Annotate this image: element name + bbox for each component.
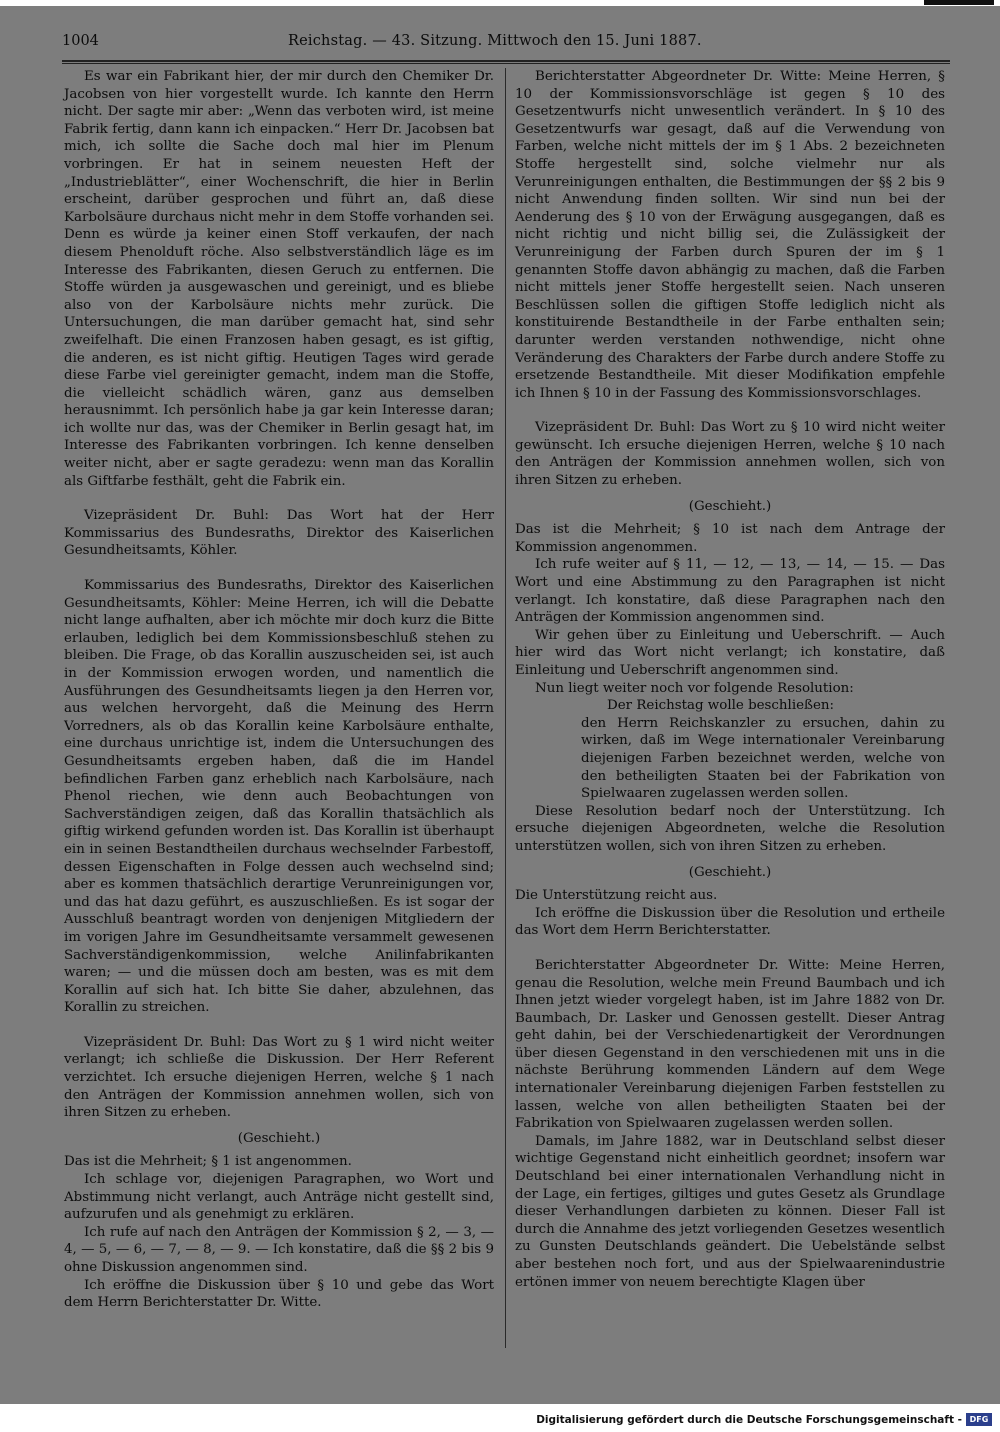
paragraph: Ich rufe weiter auf § 11, — 12, — 13, — 14, — 15. — Das Wort und eine Abstimmung zu den Paragraphen ist nicht verlangt. Ich konstatire, daß diese Paragraphen nach den Anträgen der Kommission angenommen sind. (515, 557, 945, 626)
page-number: 1004 (62, 33, 99, 49)
page-header (0, 33, 1000, 55)
dfg-logo: DFG (966, 1413, 992, 1426)
right-column (515, 68, 945, 1291)
stage-direction: (Geschieht.) (688, 864, 772, 880)
resolution-text: den Herrn Reichskanzler zu ersuchen, dahin zu wirken, daß im Wege internationaler Vereinbarung diejenigen Farben bezeichnet werden, welche von den betheiligten Staaten bei der Fabrikation von Spielwaaren zugelassen werden sollen. (581, 715, 945, 802)
resolution-heading: Der Reichstag wolle beschließen: (607, 698, 835, 714)
stage-direction: (Geschieht.) (688, 498, 772, 514)
paragraph: Ich eröffne die Diskussion über § 10 und gebe das Wort dem Herrn Berichterstatter Dr. Witte. (64, 1277, 494, 1311)
paragraph: Vizepräsident Dr. Buhl: Das Wort zu § 10 wird nicht weiter gewünscht. Ich ersuche diejenigen Herren, welche § 10 nach den Anträgen der Kommission annehmen wollen, sich von ihren Sitzen zu erheben. (515, 420, 945, 489)
paragraph: Berichterstatter Abgeordneter Dr. Witte: Meine Herren, genau die Resolution, welche mein Freund Baumbach und ich Ihnen jetzt wieder vorgelegt haben, ist im Jahre 1882 von Dr. Baumbach, Dr. Lasker und Genossen gestellt. Dieser Antrag geht dahin, bei der Verschiedenartigkeit der Verordnungen über diesen Gegenstand in den verschiedenen mit uns in die nächste Berührung kommenden Ländern auf dem Wege internationaler Vereinbarung diejenigen Farben feststellen zu lassen, welche von allen betheiligten Staaten bei der Fabrikation von Spielwaaren zugelassen werden sollen. (515, 957, 945, 1132)
paragraph: Ich rufe auf nach den Anträgen der Kommission § 2, — 3, — 4, — 5, — 6, — 7, — 8, — 9. — Ich konstatire, daß die §§ 2 bis 9 ohne Diskussion angenommen sind. (64, 1224, 494, 1275)
paragraph: Wir gehen über zu Einleitung und Ueberschrift. — Auch hier wird das Wort nicht verlangt; ich konstatire, daß Einleitung und Ueberschrift angenommen sind. (515, 627, 945, 678)
paragraph: Vizepräsident Dr. Buhl: Das Wort zu § 1 wird nicht weiter verlangt; ich schließe die Diskussion. Der Herr Referent verzichtet. Ich ersuche diejenigen Herren, welche § 1 nach den Anträgen der Kommission annehmen wollen, sich von ihren Sitzen zu erheben. (64, 1034, 494, 1121)
paragraph: Ich schlage vor, diejenigen Paragraphen, wo Wort und Abstimmung nicht verlangt, auch Anträge nicht gestellt sind, aufzurufen und als genehmigt zu erklären. (64, 1172, 494, 1223)
header-rule-thin (62, 63, 950, 64)
page-footer (0, 1404, 1000, 1432)
paragraph: Das ist die Mehrheit; § 10 ist nach dem Antrage der Kommission angenommen. (515, 522, 945, 555)
scan-edge-mark (924, 0, 994, 5)
paragraph: Ich eröffne die Diskussion über die Resolution und ertheile das Wort dem Herrn Berichterstatter. (515, 905, 945, 939)
paragraph: Kommissarius des Bundesraths, Direktor des Kaiserlichen Gesundheitsamts, Köhler: Meine Herren, ich will die Debatte nicht lange aufhalten, aber ich möchte mir doch kurz die Bitte erlauben, lediglich bei dem Kommissionsbeschluß stehen zu bleiben. Die Frage, ob das Korallin auszuscheiden sei, ist auch in der Kommission erwogen worden, und namentlich die Ausführungen des Gesundheitsamts liegen ja den Herren vor, aus welchen hervorgeht, daß die Meinung des Herrn Vorredners, als ob das Korallin keine Karbolsäure enthalte, eine durchaus unrichtige ist, indem die Untersuchungen des Gesundheitsamts ergeben haben, daß die im Handel befindlichen Farben ganz erheblich nach Karbolsäure, nach Phenol riechen, wie denn auch Beobachtungen von Sachverständigen zeigen, daß das Korallin thatsächlich als giftig wirkend gefunden worden ist. Das Korallin ist überhaupt ein in seinen Bestandtheilen durchaus wechselnder Farbestoff, dessen Eigenschaften in Folge dessen auch wechselnd sind; aber es kommen thatsächlich derartige Verunreinigungen vor, und das hat dazu geführt, es auszuschließen. Es ist sogar der Ausschluß beantragt worden von denjenigen Mitgliedern der im vorigen Jahre im Gesundheitsamte versammelt gewesenen Sachverständigenkommission, welche Anilinfabrikanten waren; — und die müssen doch am besten, was es mit dem Korallin auf sich hat. Ich bitte Sie daher, abzulehnen, das Korallin zu streichen. (64, 578, 494, 1016)
paragraph: Das ist die Mehrheit; § 1 ist angenommen. (64, 1154, 352, 1170)
digitization-credit: Digitalisierung gefördert durch die Deutsche Forschungsgemeinschaft - (536, 1414, 962, 1426)
document-page (0, 6, 1000, 1404)
paragraph: Die Unterstützung reicht aus. (515, 888, 718, 904)
column-divider (505, 68, 506, 1348)
paragraph: Diese Resolution bedarf noch der Unterstützung. Ich ersuche diejenigen Abgeordneten, welche die Resolution unterstützen wollen, sich von ihren Sitzen zu erheben. (515, 803, 945, 854)
stage-direction: (Geschieht.) (237, 1130, 321, 1146)
paragraph: Vizepräsident Dr. Buhl: Das Wort hat der Herr Kommissarius des Bundesraths, Direktor des Kaiserlichen Gesundheitsamts, Köhler. (64, 508, 494, 559)
paragraph: Berichterstatter Abgeordneter Dr. Witte: Meine Herren, § 10 der Kommissionsvorschläge ist gegen § 10 des Gesetzentwurfs nicht unwesentlich verändert. In § 10 des Gesetzentwurfs war gesagt, daß auf die Verwendung von Farben, welche nicht mittels der im § 1 Abs. 2 bezeichneten Stoffe hergestellt sind, solche vielmehr nur als Verunreinigungen enthalten, die Bestimmungen der §§ 2 bis 9 nicht Anwendung finden sollten. Wir sind nun bei der Aenderung des § 10 von der Erwägung ausgegangen, daß es nicht richtig und nicht billig sei, die Zulässigkeit der Verunreinigung der Farben durch Spuren der im § 1 genannten Stoffe davon abhängig zu machen, daß die Farben nicht mittels jener Stoffe hergestellt seien. Nach unseren Beschlüssen sollen die giftigen Stoffe lediglich nicht als konstituirende Bestandtheile in der Farbe enthalten sein; darunter werden verstanden nothwendige, nicht ohne Veränderung des Charakters der Farbe durch andere Stoffe zu ersetzende Bestandtheile. Mit dieser Modifikation empfehle ich Ihnen § 10 in der Fassung des Kommissionsvorschlages. (515, 69, 945, 401)
paragraph: Damals, im Jahre 1882, war in Deutschland selbst dieser wichtige Gegenstand nicht einheitlich geordnet; insofern war Deutschland bei einer internationalen Verhandlung nicht in der Lage, ein fertiges, giltiges und gutes Gesetz als Grundlage dieser Verhandlungen darbieten zu können. Dieser Fall ist durch die Annahme des jetzt vorliegenden Gesetzes wesentlich zu Gunsten Deutschlands geändert. Die Uebelstände selbst aber bestehen noch fort, und aus der Spielwaarenindustrie ertönen immer von neuem berechtigte Klagen über (515, 1133, 945, 1290)
running-head: Reichstag. — 43. Sitzung. Mittwoch den 15. Juni 1887. (288, 33, 702, 49)
paragraph: Es war ein Fabrikant hier, der mir durch den Chemiker Dr. Jacobsen von hier vorgestellt wurde. Ich kannte den Herrn nicht. Der sagte mir aber: „Wenn das verboten wird, ist meine Fabrik fertig, dann kann ich einpacken.“ Herr Dr. Jacobsen bat mich, ich sollte die Sache doch mal hier im Plenum vorbringen. Er hat in seinem neuesten Heft der „Industrieblätter“, einer Wochenschrift, die hier in Berlin erscheint, darüber gesprochen und führt an, daß diese Karbolsäure durchaus nicht mehr in dem Stoffe vorhanden sei. Denn es würde ja keiner einen Stoff verkaufen, der nach diesem Phenolduft röche. Also selbstverständlich läge es im Interesse des Fabrikanten, diesen Geruch zu entfernen. Die Stoffe würden ja ausgewaschen und gereinigt, und es bliebe also von der Karbolsäure nichts mehr zurück. Die Untersuchungen, die man darüber gemacht hat, sind sehr zweifelhaft. Die einen Franzosen haben gesagt, es ist giftig, die anderen, es ist nicht giftig. Heutigen Tages wird gerade diese Farbe viel gereinigter gemacht, indem man die Stoffe, die vielleicht schädlich wären, ganz aus demselben herausnimmt. Ich persönlich habe ja gar kein Interesse daran; ich wollte nur das, was der Chemiker in Berlin gesagt hat, im Interesse des Fabrikanten vorbringen. Ich kenne denselben weiter nicht, aber er sagte geradezu: wenn man das Korallin als Giftfarbe festhält, geht die Fabrik ein. (64, 69, 494, 489)
left-column (64, 68, 494, 1312)
header-rule (62, 60, 950, 62)
paragraph: Nun liegt weiter noch vor folgende Resolution: (535, 680, 854, 696)
